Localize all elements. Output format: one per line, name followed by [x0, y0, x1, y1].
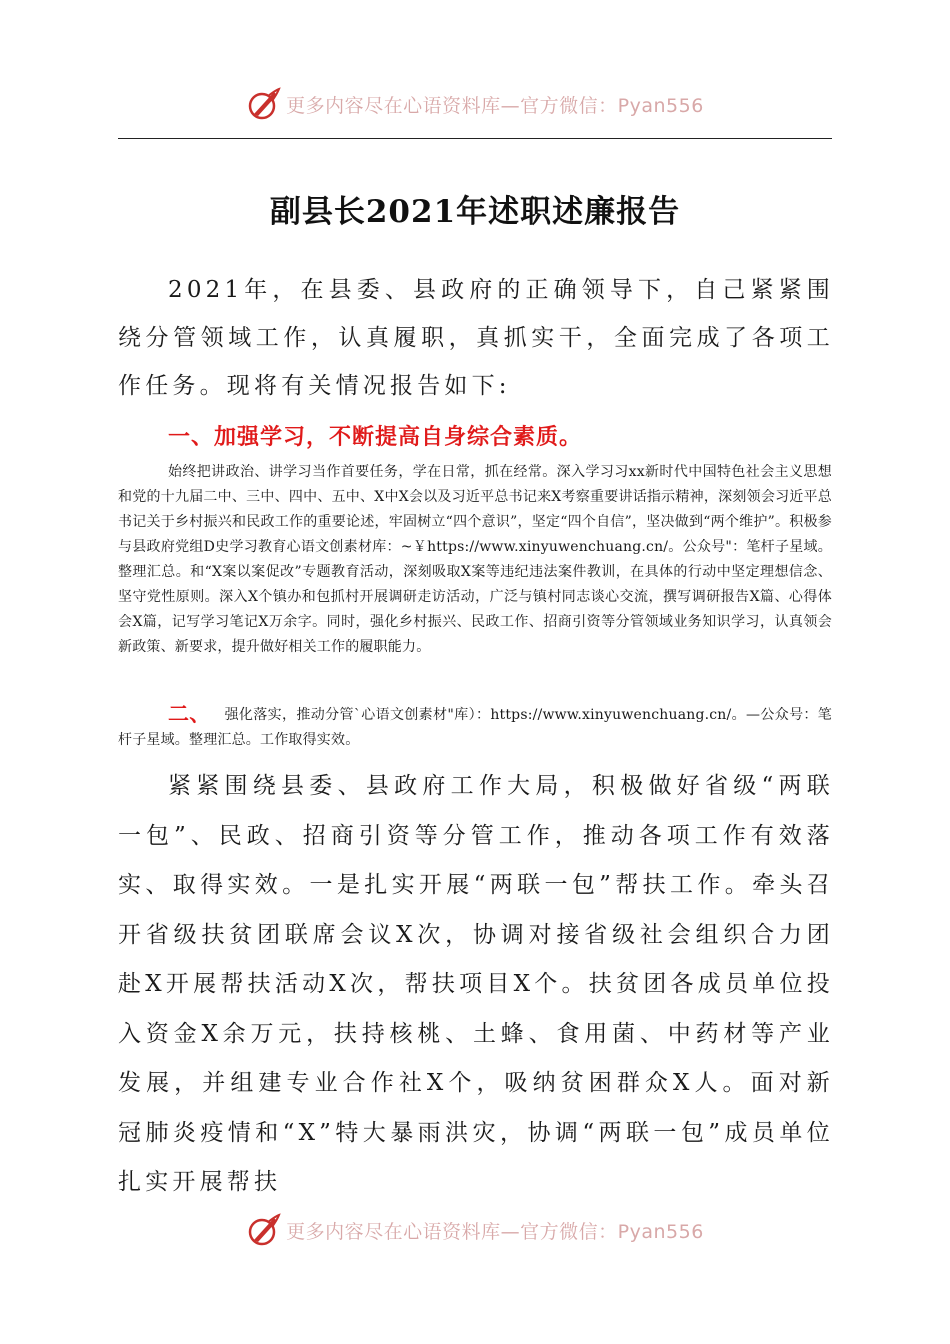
section1-body: 始终把讲政治、讲学习当作首要任务，学在日常，抓在经常。深入学习习xx新时代中国特色社会主义思想和党的十九届二中、三中、四中、五中、X中X会以及习近平总书记来X考察重要讲话指示精神，深刻领会习近平总书记关于乡村振兴和民政工作的重要论述，牢固树立“四个意识”，坚定“四个自信”，坚决做到“两个维护”。积极参与县政府党组D史学习教育心语文创素材库：~￥https://www.xinyuwenchuang.cn/。公众号"：笔杆子星域。整理汇总。和“X案以案促改”专题教育活动，深刻吸取X案等违纪违法案件教训，在具体的行动中坚定理想信念、坚守党性原则。深入X个镇办和包抓村开展调研走访活动，广泛与镇村同志谈心交流，撰写调研报告X篇、心得体会X篇，记写学习笔记X万余字。同时，强化乡村振兴、民政工作、招商引资等分管领域业务知识学习，认真领会新政策、新要求，提升做好相关工作的履职能力。 — [118, 464, 832, 655]
section1-heading: 一、加强学习，不断提高自身综合素质。 — [168, 425, 583, 450]
header-divider — [118, 138, 832, 139]
section2-heading-paragraph — [118, 702, 832, 753]
quill-logo-icon — [246, 1212, 282, 1248]
section2-main-paragraph: 紧紧围绕县委、县政府工作大局，积极做好省级“两联一包”、民政、招商引资等分管工作，推动各项工作有效落实、取得实效。一是扎实开展“两联一包”帮扶工作。牵头召开省级扶贫团联席会议X次，协调对接省级社会组织合力团赴X开展帮扶活动X次，帮扶项目X个。扶贫团各成员单位投入资金X余万元，扶持核桃、土蜂、食用菌、中药材等产业发展，并组建专业合作社X个，吸纳贫困群众X人。面对新冠肺炎疫情和“X”特大暴雨洪灾，协调“两联一包”成员单位扎实开展帮扶 — [118, 773, 834, 1195]
header-banner-text: 更多内容尽在心语资料库—官方微信：Pyan556 — [286, 94, 704, 117]
footer-banner-text: 更多内容尽在心语资料库—官方微信：Pyan556 — [286, 1220, 704, 1243]
quill-logo-icon — [246, 86, 282, 122]
footer-banner — [0, 1210, 950, 1250]
document-title: 副县长2021年述职述廉报告 — [269, 194, 681, 230]
header-banner — [0, 84, 950, 124]
section2-heading-text: 强化落实，推动分管`心语文创素材"库）：https://www.xinyuwenchuang.cn/。—公众号：笔杆子星域。整理汇总。工作取得实效。 — [118, 707, 832, 748]
intro-paragraph: 2021年，在县委、县政府的正确领导下，自己紧紧围绕分管领域工作，认真履职，真抓实干，全面完成了各项工作任务。现将有关情况报告如下: — [118, 277, 834, 399]
section2-number: 二、 — [168, 702, 211, 726]
